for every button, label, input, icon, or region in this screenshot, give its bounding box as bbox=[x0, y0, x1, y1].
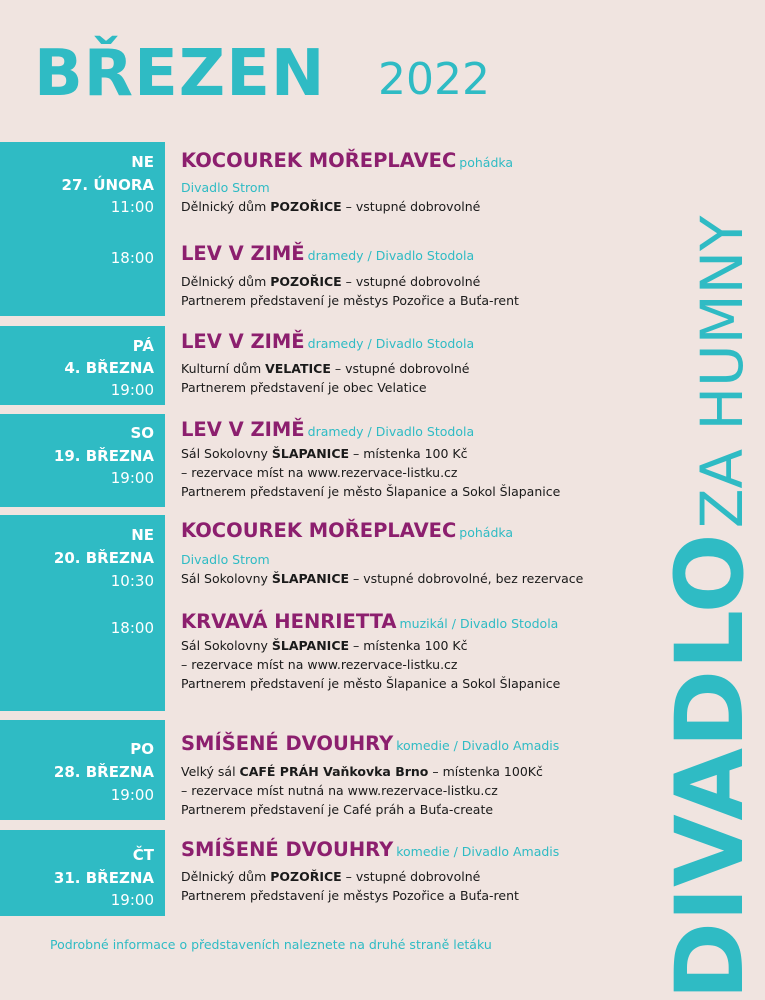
event-title: LEV V ZIMĚ bbox=[181, 418, 305, 441]
event-lev-slapanice bbox=[181, 418, 691, 501]
event-dvouhry-pozorice bbox=[181, 838, 691, 905]
event-genre: komedie / Divadlo Amadis bbox=[396, 844, 560, 859]
event-title-row bbox=[181, 610, 691, 636]
date-label: 28. BŘEZNA bbox=[53, 763, 154, 781]
event-reservation: – rezervace míst na www.rezervace-listku.cz bbox=[181, 465, 458, 480]
date-block-4 bbox=[0, 515, 165, 711]
side-title-light: ZA HUMNY bbox=[688, 215, 756, 529]
event-company: Divadlo Strom bbox=[181, 180, 270, 195]
date-label: 31. BŘEZNA bbox=[53, 869, 154, 887]
event-partner: Partnerem představení je město Šlapanice a Sokol Šlapanice bbox=[181, 676, 561, 691]
day-label: PÁ bbox=[132, 337, 154, 355]
event-title-row bbox=[181, 330, 691, 356]
event-title-row bbox=[181, 732, 691, 758]
event-genre: dramedy / Divadlo Stodola bbox=[307, 248, 475, 263]
event-reservation: – rezervace míst na www.rezervace-listku.cz bbox=[181, 657, 458, 672]
page-title: BŘEZEN bbox=[34, 37, 326, 111]
event-kocourek-pozorice bbox=[181, 149, 691, 216]
event-company: Divadlo Strom bbox=[181, 552, 270, 567]
event-venue: Dělnický dům POZOŘICE – vstupné dobrovolné bbox=[181, 199, 481, 214]
event-title-row bbox=[181, 519, 691, 545]
event-partner: Partnerem představení je městys Pozořice a Buťa-rent bbox=[181, 293, 519, 308]
time-label: 10:30 bbox=[110, 572, 154, 590]
time-label: 19:00 bbox=[110, 469, 154, 487]
event-venue: Sál Sokolovny ŠLAPANICE – vstupné dobrovolné, bez rezervace bbox=[181, 571, 584, 586]
event-title: SMÍŠENÉ DVOUHRY bbox=[181, 838, 394, 861]
event-title-row bbox=[181, 242, 691, 268]
event-lev-velatice bbox=[181, 330, 691, 397]
event-genre: dramedy / Divadlo Stodola bbox=[307, 336, 475, 351]
day-label: NE bbox=[131, 526, 154, 544]
page-year: 2022 bbox=[378, 54, 490, 105]
event-title-row bbox=[181, 418, 691, 444]
time-label: 19:00 bbox=[110, 381, 154, 399]
side-title-bold: DIVADLO bbox=[656, 533, 765, 1000]
event-venue: Kulturní dům VELATICE – vstupné dobrovolné bbox=[181, 361, 470, 376]
date-label: 4. BŘEZNA bbox=[64, 359, 154, 377]
event-title: KOCOUREK MOŘEPLAVEC bbox=[181, 519, 457, 542]
event-genre: muzikál / Divadlo Stodola bbox=[399, 616, 559, 631]
event-lev-pozorice bbox=[181, 242, 691, 310]
event-title: SMÍŠENÉ DVOUHRY bbox=[181, 732, 394, 755]
event-title-row bbox=[181, 838, 691, 864]
day-label: NE bbox=[131, 153, 154, 171]
footer-note: Podrobné informace o představeních naleznete na druhé straně letáku bbox=[50, 937, 492, 952]
event-partner: Partnerem představení je obec Velatice bbox=[181, 380, 427, 395]
day-label: ČT bbox=[132, 846, 154, 864]
date-label: 20. BŘEZNA bbox=[53, 549, 154, 567]
event-venue: Dělnický dům POZOŘICE – vstupné dobrovolné bbox=[181, 869, 481, 884]
event-genre: dramedy / Divadlo Stodola bbox=[307, 424, 475, 439]
event-title: LEV V ZIMĚ bbox=[181, 330, 305, 353]
time-label: 19:00 bbox=[110, 786, 154, 804]
event-genre: pohádka bbox=[459, 155, 514, 170]
event-kocourek-slapanice bbox=[181, 519, 691, 588]
event-partner: Partnerem představení je město Šlapanice a Sokol Šlapanice bbox=[181, 484, 561, 499]
event-venue: Dělnický dům POZOŘICE – vstupné dobrovolné bbox=[181, 274, 481, 289]
event-reservation: – rezervace míst nutná na www.rezervace-listku.cz bbox=[181, 783, 498, 798]
event-partner: Partnerem představení je městys Pozořice a Buťa-rent bbox=[181, 888, 519, 903]
date-label: 27. ÚNORA bbox=[61, 176, 154, 194]
event-title: KOCOUREK MOŘEPLAVEC bbox=[181, 149, 457, 172]
event-dvouhry-brno bbox=[181, 732, 691, 819]
event-genre: komedie / Divadlo Amadis bbox=[396, 738, 560, 753]
event-title-row bbox=[181, 149, 691, 175]
time-label: 18:00 bbox=[110, 619, 154, 637]
date-label: 19. BŘEZNA bbox=[53, 447, 154, 465]
event-henrietta bbox=[181, 610, 691, 693]
day-label: PO bbox=[130, 740, 154, 758]
time-label: 18:00 bbox=[110, 249, 154, 267]
event-venue: Velký sál CAFÉ PRÁH Vaňkovka Brno – místenka 100Kč bbox=[181, 764, 543, 779]
event-partner: Partnerem představení je Café práh a Buťa-create bbox=[181, 802, 494, 817]
time-label: 19:00 bbox=[110, 891, 154, 909]
event-venue: Sál Sokolovny ŠLAPANICE – místenka 100 Kč bbox=[181, 638, 468, 653]
day-label: SO bbox=[130, 424, 154, 442]
event-title: LEV V ZIMĚ bbox=[181, 242, 305, 265]
event-title: KRVAVÁ HENRIETTA bbox=[181, 610, 397, 633]
event-venue: Sál Sokolovny ŠLAPANICE – místenka 100 Kč bbox=[181, 446, 468, 461]
time-label: 11:00 bbox=[110, 198, 154, 216]
event-genre: pohádka bbox=[459, 525, 514, 540]
